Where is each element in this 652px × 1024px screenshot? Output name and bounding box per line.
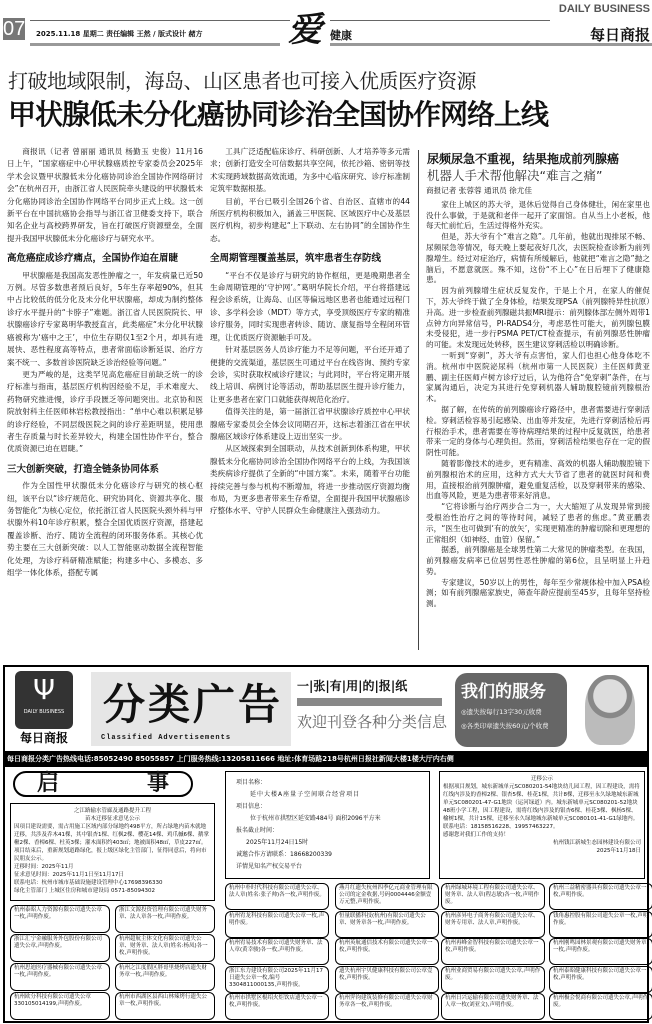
paragraph: 但是，苏大爷有个“难言之隐”。几年前，他就出现排尿不畅、尿频尿急等情况，每天晚上要起夜好几次，去医院检查诊断为前列腺增生。经过对症治疗，病情有所缓解后，他就把“难言之隐”抛之脑后，不愿意就医。殊不知，这份“不上心”在日后埋下了健康隐患。 xyxy=(426,232,650,285)
paragraph: 一听到“穿刺”，苏大爷有点害怕，家人们也担心他身体吃不消。杭州市中医院泌尿科（杭州市第一人民医院）主任医师黄亚鹏、副主任医师卢树方诊疗过后，认为他符合“免穿刺”条件，在与家属沟通后，决定为其进行免穿刺机器人辅助腹腔镜前列腺根治术。 xyxy=(426,350,650,404)
classified-ad-banner xyxy=(3,665,649,753)
paragraph: 专家建议，50岁以上的男性，每年至少常规体检中加入PSA检测；如有前列腺癌家族史，筛查年龄应提前至45岁，且每年坚持检测。 xyxy=(426,577,650,609)
contact-info-bar: 每日商报分类广告热线电话:85052490 85055857 上门服务热线:13205811666 地址:体育场路218号杭州日报社新闻大楼1楼大厅内右侧 xyxy=(3,753,649,765)
lost-notice-item: 杭州极会悦商有限公司遗失公章,声明作废。 xyxy=(549,993,652,1020)
value: 位于杭州市拱墅区延安路484号 面积2096平方米 xyxy=(250,815,381,822)
notice-thanks: 感谢您对我们工作的支持！ xyxy=(443,832,510,838)
logo-symbol-icon: Ψ xyxy=(32,673,56,706)
lost-notice-item: 浙江东力建设有限公司2025年11月17日遗失公章一枚,编号3304811000135,声明作废。 xyxy=(225,966,329,993)
lost-notice-item: 杭州刚鸣园林景观有限公司遗失财务章一枚,声明作废。 xyxy=(549,938,652,965)
article-column-2 xyxy=(210,146,410,518)
brand-cn: 每日商报 xyxy=(589,26,650,44)
paragraph: 从区域探索到全国联动，从技术创新到体系构建，甲状腺低未分化癌协同诊治全国协作网络平台的上线，为我国该类疾病诊疗提供了全新的“中国方案”。未来，随着平台功能持续完善与参与机构不断增加，将进一步推动医疗资源均衡布局，为更多患者带来生存希望，全面提升我国甲状腺癌诊疗整体水平、守护人民群众生命健康注入强劲动力。 xyxy=(210,444,410,516)
page-header xyxy=(0,0,652,50)
heading-char: 事 xyxy=(146,771,169,796)
lost-notice-item: 杭州三益精密器具有限公司遗失公章一枚,声明作废。 xyxy=(549,883,652,910)
lost-notice-item: 钱角惠控股有限公司遗失公章一枚,声明作废。 xyxy=(549,911,652,938)
article-headline: 甲状腺低未分化癌协同诊治全国协作网络上线 xyxy=(8,98,549,131)
lost-notice-item: 遗失杭州宇贝健康科技有限公司公章壹枚,声明作废。 xyxy=(335,966,439,993)
paragraph: 家住上城区的苏大爷，退休后觉得自己身体健壮，闲在家里也没什么事做，于是就和老伴一起开了家面馆。自从当上小老板，他每天忙前忙后，生活过得格外充实。 xyxy=(426,199,650,231)
paragraph: 目前，平台已吸引全国26个省、自治区、直辖市的44所医疗机构积极加入，涵盖三甲医院、区域医疗中心及基层医疗机构，初步构建起“上下联动、左右协同”的全国协作生态。 xyxy=(210,196,410,243)
label: 报名截止时间： xyxy=(236,827,279,834)
section-title: 健康 xyxy=(330,29,352,42)
lost-notice-item: 杭州中朴时代科技有限公司遗失公章、法人章(姓名:张子帅)各一枚,声明作废。 xyxy=(225,883,329,910)
paragraph: 针对基层医务人员诊疗能力不足等问题，平台还开通了便捷的交流渠道，基层医生可通过平台在线咨询、预约专家会诊，实时获取权威诊疗建议；与此同时，平台将定期开展线上培训、病例讨论等活动，帮助基层医生提升诊疗能力，让更多患者在家门口就能获得规范化治疗。 xyxy=(210,345,410,404)
article-column-1 xyxy=(7,146,203,579)
notices-heading xyxy=(13,771,193,797)
lost-notice-item: 杭州超航主体文化有限公司遗失公章、财务章、法人章(姓名:杨凤)各一枚,声明作废。 xyxy=(115,934,215,962)
column-divider xyxy=(418,150,419,650)
paragraph: “它将诊断与治疗两步合二为一，大大缩短了从发现异常到接受根治性治疗之间的等待时间，减轻了患者的焦虑。”黄亚鹏表示，“医生也可做到‘有的放矢’，实现更精准的肿瘤切除和更理想的正常组织（如神经、血管）保留。” xyxy=(426,502,650,544)
date-line: 2025.11.18 星期二 责任编辑 王然 / 版式设计 赭方 xyxy=(36,30,203,38)
paragraph: 据了解，在传统的前列腺癌诊疗路径中，患者需要进行穿刺活检。穿刺活检容易引起感染、出血等并发症，先进行穿刺活检后再行根治手术，患者需要在等待病理结果的过程中反复就医，给患者带来一定的身体与心理负担。然而，穿刺活检结果也存在一定的假阴性可能。 xyxy=(426,404,650,458)
article-subtitle: 打破地域限制，海岛、山区患者也可接入优质医疗资源 xyxy=(8,69,476,93)
classified-title: 分类广告 xyxy=(103,680,284,729)
divider xyxy=(30,20,290,21)
label: 项目信息： xyxy=(236,803,267,810)
notice-title: 之江路输水管廊及通路提升工程 xyxy=(73,808,151,814)
relocation-notice xyxy=(439,771,645,879)
lost-notice-item: 杭州泰昭人力资源有限公司遗失公章一枚,声明作废。 xyxy=(10,905,110,933)
value: 2025年11月24日15时 xyxy=(246,839,309,846)
notice-title: 迁移公示 xyxy=(530,776,553,782)
lost-notice-item: 杭州宥龙科技有限公司遗失公章一枚,声明作废。 xyxy=(225,911,329,938)
mascot-figure-icon xyxy=(585,675,635,745)
lost-notice-item: 杭州彦昇电子商务有限公司遗失公章、财务专用章、法人章,声明作废。 xyxy=(441,911,545,938)
divider xyxy=(30,43,280,46)
newspaper-logo xyxy=(15,671,73,729)
logo-text-cn: 每日商报 xyxy=(19,731,68,745)
subheading: 全周期管理覆盖基层，筑牢患者生存防线 xyxy=(210,253,382,265)
project-notice xyxy=(225,771,430,879)
lost-notice-item: 杭州思迪医疗器械有限公司遗失公章一枚,声明作废。 xyxy=(10,963,110,991)
lost-notice-item: 杭州泰昭健康科技有限公司遗失公章一枚,声明作废。 xyxy=(549,966,652,993)
side-article-headline: 尿频尿急不重视，结果拖成前列腺癌 xyxy=(427,152,620,166)
lost-notice-item: 燕月红遗失杭州四季亿元商业管理有限公司的定金收据,号码0004446金额壹万元整,声明作废。 xyxy=(335,883,439,910)
notice-org: 杭州钱江新城生态园林建设有限公司 xyxy=(552,840,641,846)
paragraph: 工具广泛适配临床诊疗、科研创新、人才培养等多元需求；创新打造安全可信数据共享空间，依托沙箱、密钥等技术实现跨域数据高效流通，为多中心临床研究、诊疗标准制定筑牢数据根基。 xyxy=(210,147,410,194)
lost-notice-item: 杭州之江度假区胖哥里烧烤店遗失财务章一枚,声明作废。 xyxy=(115,963,215,991)
notice-body: 因项目建设需要，需占用施工区域内部分绿地约498平方，所占绿地内苗木就地迁移，共涉及乔木41棵，其中银杏1棵、红枫2棵、樱花14棵、鸡爪槭6棵、鹅掌楸2棵、香樟6棵、杜英3棵；灌木面积约403㎡；地被面积48㎡，草皮227㎡。项目结束后，重新规划道路绿化，报上级区绿化主管部门，征得同意后，将向市民朋友公示。 xyxy=(14,824,209,862)
byline: 商报记者 张蓉蓉 通讯员 徐尤佳 xyxy=(426,186,532,195)
lost-notice-item: 杭州再峰金智科技有限公司遗失公章一枚,声明作废。 xyxy=(441,938,545,965)
notice-line: 征求意见时间：2025年11月1日至11月17日 xyxy=(14,872,124,878)
logo-text-en: DAILY BUSINESS xyxy=(23,709,65,715)
lost-notice-item: 杭州欧分科技有限公司遗失公章330105014199,声明作废。 xyxy=(10,992,110,1020)
lost-notice-item: 杭州绿城环境工程有限公司遗失公章、财务章、法人章(程志敏)各一枚,声明作废。 xyxy=(441,883,545,910)
service-title: 我们的服务 xyxy=(461,682,546,702)
lost-notice-item: 杭州市西湖区县西山林辣烤行遗失公章一枚,声明作废。 xyxy=(115,992,215,1020)
heading-char: 启 xyxy=(37,771,60,796)
lost-notice-item: 杭州日兴运输有限公司遗失财务章、法人章一枚(刘亚文),声明作废。 xyxy=(441,993,545,1020)
notice-date: 2025年11月18日 xyxy=(596,848,641,854)
classified-title-block xyxy=(91,672,291,746)
contact: 诚邀合作方请联系：18668200339 xyxy=(236,851,332,858)
notice-contact: 联系电话：18158516228、19957463227。 xyxy=(443,824,559,830)
subheading: 三大创新突破，打造全链条协同体系 xyxy=(7,463,160,475)
service-bubble xyxy=(455,673,567,747)
lost-notice-item: 浙江汇宁金融服务外包股份有限公司遗失公章,声明作废。 xyxy=(10,934,110,962)
lost-notice-item: 杭州霁钧建筑装修有限公司遗失公章财务章各一枚,声明作废。 xyxy=(335,993,439,1020)
lost-notice-item: 杭州市拱墅区棍绍火炬饮店遗失公章一枚,声明作废。 xyxy=(225,993,329,1020)
paragraph: 商报讯（记者 曾丽丽 通讯员 杨勤玉 史俊）11月16日上午，“国家癌症中心甲状腺癌质控专家委员会2025年学术会议暨甲状腺低未分化癌协同诊治全国协作网络研讨会”在杭州召开，由浙江省人民医院牵头建设的甲状腺低未分化癌协同诊治全国协作网络平台同步正式上线。这一创新平台在中国抗癌协会指导与浙江省卫健委支持下，联合知名企业与高校跨界研发，旨在打破医疗资源壁垒，全面提升我国甲状腺低未分化癌诊疗与研究水平。 xyxy=(7,147,203,243)
paragraph: 值得关注的是，第一届浙江省甲状腺诊疗质控中心甲状腺癌专家委员会全体会议同期召开，这标志着浙江省在甲状腺癌区域诊疗体系建设上迈出坚实一步。 xyxy=(210,407,410,441)
brand-en: DAILY BUSINESS xyxy=(558,3,650,15)
tree-relocation-notice xyxy=(10,803,215,901)
paragraph: 据悉，前列腺癌是全球男性第二大常见的肿瘤类型。在我国，前列腺癌发病率已位居男性恶性肿瘤的第6位，且呈明显上升趋势。 xyxy=(426,545,650,576)
service-item: ◎各类印章遗失按60元/个收费 xyxy=(461,722,549,730)
paragraph: 甲状腺癌是我国高发恶性肿瘤之一，年发病量已近50万例。尽管多数患者预后良好，5年生存率超90%，但其中占比较低的低分化及未分化甲状腺癌，却成为制约整体诊疗水平提升的“卡脖子”难题。浙江省人民医院院长、甲状腺癌诊疗专家葛明华教授直言，此类癌症“未分化甲状腺癌被称为‘癌中之王’，中位生存期仅1至2个月，却具有进展快、恶性程度高等特点，患者常面临诊断延误、治疗方案不统一、多数首诊医院缺乏诊治经验等问题。” xyxy=(7,270,203,367)
paragraph: 更为严峻的是，这类罕见高危癌症目前缺乏统一的诊疗标准与指南，基层医疗机构因经验不足，手术难度大、药物研究推进慢，诊疗手段匮乏等问题突出。北京协和医院放射科主任医师林岩松教授指出：“单中心难以积累足够的诊疗经验，不同层级医院之间的诊疗差距明显，使用患者生存质量与时长差异较大，构建全国性协作平台，整合优质资源已迫在眉睫。” xyxy=(7,369,203,454)
decor-bar xyxy=(297,698,442,706)
side-article-body xyxy=(426,186,650,610)
subheading: 高危癌症成诊疗痛点，全国协作迫在眉睫 xyxy=(7,253,179,265)
value: 延中大楼A座量子空间联合经营项目 xyxy=(250,791,361,798)
lost-notice-item: 浙江文源投资管理有限公司遗失财务章、法人章各一枚,声明作废。 xyxy=(115,905,215,933)
notice-line: 迁移时间：2025年11月 xyxy=(14,864,74,870)
lost-notice-item: 杭州业商贸易有限公司遗失公章,声明作废。 xyxy=(441,966,545,993)
notice-body: 根据项目规划，城东新城单元SC080201-54地块幼儿园工程，因工程建设，需将红线内涉及的香樟2棵、银杏5棵、桂花1棵，共计8棵，迁移至永久绿地城东新城单元SC080201-47-G1地块（运河绿道）内。城东新城单元SC080201-52地块48班小学工程，因工程建设，需将红线内涉及的银杏6棵、桂花3棵、枫杨5棵、榆树1棵，共计15棵，迁移至永久绿地城东新城单元SC080101-41-G1绿地内。 xyxy=(443,784,640,822)
paragraph: 因为前列腺增生症状反复发作，于是上个月，在家人的催促下，苏大爷终于做了全身体检，结果发现PSA（前列腺特异性抗原）升高。进一步检查前列腺磁共振MRI提示：前列腺体部左侧外周带1点钟方向异常信号，PI-RADS4分，考虑恶性可能大，前列腺包膜未受侵犯，进一步行PSMA PET/CT检查提示，有前列腺恶性肿瘤的可能。未发现远处转移，医生建议穿刺活检以明确诊断。 xyxy=(426,286,650,350)
lost-notice-item: 杭州英航通信技术有限公司遗失公章一枚,声明作废。 xyxy=(335,938,439,965)
classified-section xyxy=(3,765,649,1023)
classified-title-en: Classified Advertisements xyxy=(101,734,232,742)
lost-notice-item: 恒量联播科技(杭州)有限公司遗失公章、财务章各一枚,声明作废。 xyxy=(335,911,439,938)
section-mark: 爱 xyxy=(288,10,322,50)
paragraph: 随着影像技术的进步，更有精准、高效的机器人辅助腹腔镜下前列腺根治术的应用，这种方式大大节省了患者的就医时间和费用，直接根治前列腺肿瘤，避免重复活检，以及穿刺带来的感染、出血等风险，更是为患者带来好消息。 xyxy=(426,458,650,501)
divider xyxy=(330,20,550,21)
details: 详情见知名产权交易平台 xyxy=(236,863,303,870)
lost-notice-item: 杭州宥易技术有限公司遗失财务章、法人章(黄幸骏)各一枚,声明作废。 xyxy=(225,938,329,965)
service-item: ◎遗失按每行13字30元收费 xyxy=(461,708,542,716)
page-number: 07 xyxy=(3,18,26,40)
paragraph: 作为全国性甲状腺低未分化癌诊疗与研究的核心枢纽，该平台以“诊疗规范化、研究协同化、资源共享化、服务智能化”为核心定位，依托浙江省人民医院头颈外科与甲状腺外科10年诊疗积累，整合全国优质医疗资源，搭建起覆盖诊断、治疗、随访全流程的闭环服务体系。其核心优势主要在三大创新突破：以人工智能驱动数据全流程智能化处理，为诊疗科研精准赋能；构建多中心、多模态、多组学一体化体系，搭配专属 xyxy=(7,481,203,577)
welcome-text: 欢迎刊登各种分类信息 xyxy=(297,713,448,731)
side-article-subheadline: 机器人手术帮他解决“难言之痛” xyxy=(427,168,603,183)
notice-line: 联系电话：杭州市城市基础设施建设管理中心17698396330 xyxy=(14,880,163,886)
label: 项目名称： xyxy=(236,779,267,786)
notice-line: 绿化主管部门 上城区住房和城市建设局 0571-85094302 xyxy=(14,888,155,894)
slogan: 一|张|有|用|的|报|纸 xyxy=(297,679,408,693)
paragraph: “平台不仅是诊疗与研究的协作枢纽，更是晚期患者全生命周期管理的‘守护网’。”葛明华院长介绍，平台将搭建远程会诊系统，让海岛、山区等偏远地区患者也能通过远程门诊、多学科会诊（MDT）等方式，享受顶级医疗专家的精准诊疗服务，同时实现患者转诊、随访、康复指导全程闭环管理，让优质医疗资源触手可及。 xyxy=(210,270,410,342)
notice-subtitle: 苗木迁移征求意见公示 xyxy=(84,816,140,822)
